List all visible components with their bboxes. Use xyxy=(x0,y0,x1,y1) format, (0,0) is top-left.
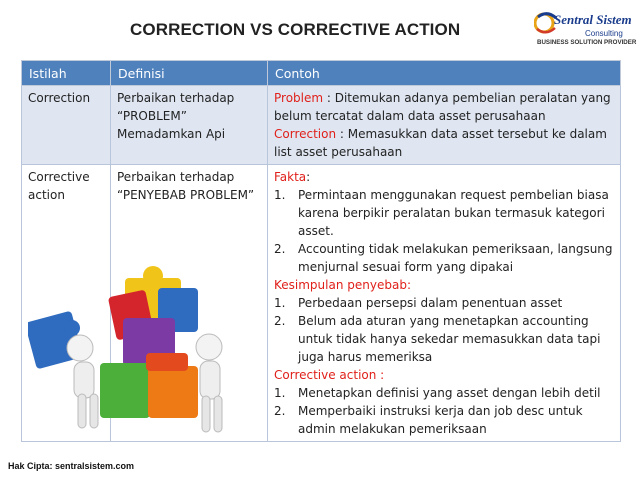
kesimpulan-label: Kesimpulan penyebab: xyxy=(274,278,411,292)
table-header-row xyxy=(22,61,621,86)
correction-label: Correction xyxy=(274,127,337,141)
definition-cell: Perbaikan terhadap “PENYEBAB PROBLEM” xyxy=(111,165,268,442)
logo-brand: Sentral Sistem xyxy=(554,12,632,27)
list-item: 2. Accounting tidak melakukan pemeriksaan, langsung menjurnal sesuai form yang dipakai xyxy=(274,242,613,274)
list-item: 2. Memperbaiki instruksi kerja dan job desc untuk admin melakukan pemeriksaan xyxy=(274,404,583,436)
logo-sub: Consulting xyxy=(585,29,623,38)
kesimpulan-list xyxy=(274,294,614,366)
logo-tagline: BUSINESS SOLUTION PROVIDER xyxy=(537,39,637,46)
example-cell xyxy=(268,165,621,442)
copyright-credit: Hak Cipta: sentralsistem.com xyxy=(8,461,135,471)
header-istilah: Istilah xyxy=(22,61,111,86)
term-cell: Correction xyxy=(22,86,111,165)
problem-text: : Ditemukan adanya pembelian peralatan yang belum tercatat dalam data asset perusahaan xyxy=(274,91,611,123)
fakta-colon: : xyxy=(306,170,311,184)
page-title: CORRECTION VS CORRECTIVE ACTION xyxy=(130,20,461,39)
definition-cell: Perbaikan terhadap “PROBLEM” Memadamkan Api xyxy=(111,86,268,165)
list-item: 1. Perbedaan persepsi dalam penentuan asset xyxy=(274,296,563,310)
list-item: 2. Belum ada aturan yang menetapkan accounting untuk tidak hanya sekedar memasukkan data tapi juga harus memeriksa xyxy=(274,314,601,364)
fakta-label: Fakta xyxy=(274,170,307,184)
header-contoh: Contoh xyxy=(268,61,621,86)
example-cell xyxy=(268,86,621,165)
correction-text: : Memasukkan data asset tersebut ke dalam list asset perusahaan xyxy=(274,127,607,159)
corrective-action-label: Corrective action : xyxy=(274,368,385,382)
company-logo xyxy=(528,6,637,52)
problem-label: Problem xyxy=(274,91,324,105)
list-item: 1. Permintaan menggunakan request pembelian biasa karena berpikir peralatan bukan termasuk kategori asset. xyxy=(274,188,609,238)
fakta-list xyxy=(274,186,614,276)
puzzle-people-illustration xyxy=(28,258,253,448)
header-definisi: Definisi xyxy=(111,61,268,86)
table-row xyxy=(22,86,621,165)
term-cell: Corrective action xyxy=(22,165,111,442)
action-list xyxy=(274,384,614,438)
list-item: 1. Menetapkan definisi yang asset dengan lebih detil xyxy=(274,386,601,400)
